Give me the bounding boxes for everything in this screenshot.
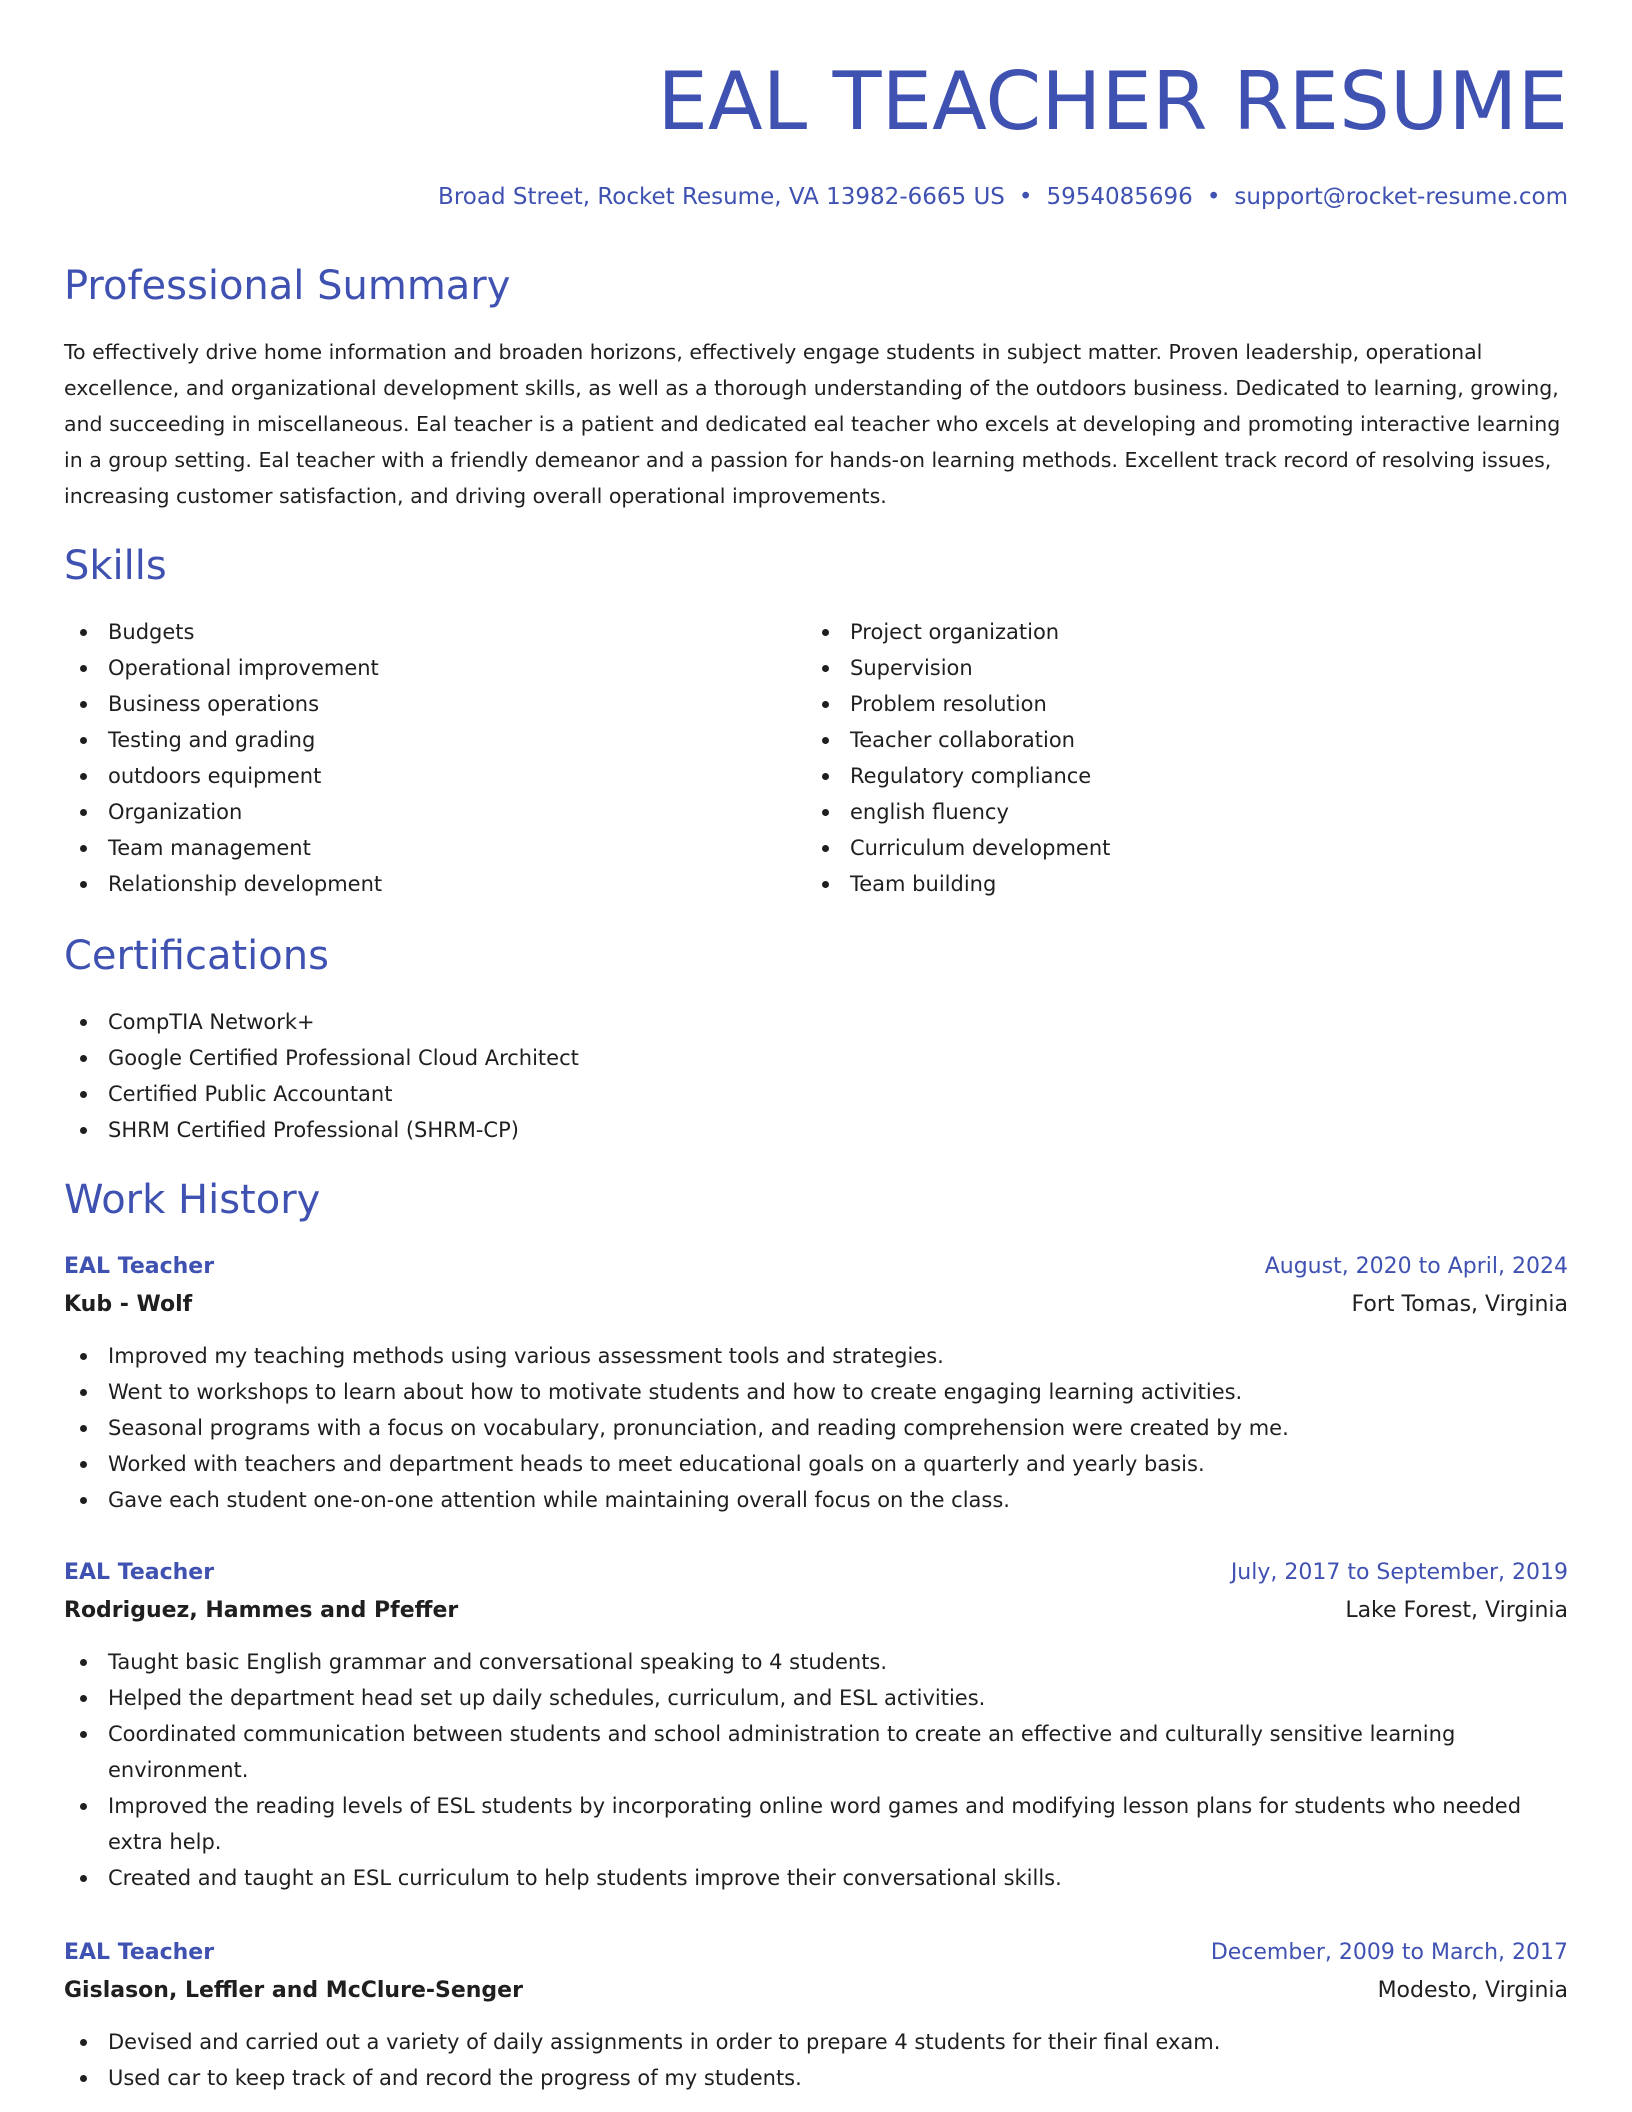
job-bullet: Taught basic English grammar and conversational speaking to 4 students. (64, 1644, 1568, 1680)
job-entry (64, 1934, 1568, 2096)
skill-item: Testing and grading (64, 722, 764, 758)
skill-item: Budgets (64, 614, 764, 650)
job-title: EAL Teacher (64, 1560, 215, 1585)
job-bullets (64, 2024, 1568, 2096)
job-company-row (64, 1592, 1568, 1630)
job-bullet: Seasonal programs with a focus on vocabulary, pronunciation, and reading comprehension were created by me. (64, 1410, 1568, 1446)
contact-phone: 5954085696 (1046, 184, 1193, 210)
job-bullets (64, 1644, 1568, 1896)
job-dates: August, 2020 to April, 2024 (1264, 1254, 1568, 1279)
job-bullet: Gave each student one-on-one attention while maintaining overall focus on the class. (64, 1482, 1568, 1518)
job-bullet: Improved the reading levels of ESL students by incorporating online word games and modifying lesson plans for students who needed extra help. (64, 1788, 1568, 1860)
section-title-certifications: Certifications (64, 933, 329, 979)
job-bullet: Helped the department head set up daily schedules, curriculum, and ESL activities. (64, 1680, 1568, 1716)
job-bullet: Coordinated communication between students and school administration to create an effective and culturally sensitive learning environment. (64, 1716, 1568, 1788)
contact-line (438, 180, 1568, 214)
job-location: Modesto, Virginia (1377, 1978, 1568, 2003)
certifications-list (64, 1004, 1568, 1148)
job-dates: July, 2017 to September, 2019 (1230, 1560, 1568, 1585)
job-title-row (64, 1554, 1568, 1592)
job-entry (64, 1554, 1568, 1896)
resume-name: EAL TEACHER RESUME (657, 55, 1568, 148)
contact-separator: • (1018, 184, 1033, 210)
skill-item: Organization (64, 794, 764, 830)
skill-item: outdoors equipment (64, 758, 764, 794)
contact-email[interactable]: support@rocket-resume.com (1234, 184, 1568, 210)
job-company: Kub - Wolf (64, 1292, 193, 1317)
job-location: Fort Tomas, Virginia (1351, 1292, 1568, 1317)
section-title-summary: Professional Summary (64, 263, 511, 309)
job-company-row (64, 1972, 1568, 2010)
skill-item: Regulatory compliance (806, 758, 1506, 794)
job-title: EAL Teacher (64, 1940, 215, 1965)
section-title-work-history: Work History (64, 1177, 321, 1223)
job-bullets (64, 1338, 1568, 1518)
job-bullet: Used car to keep track of and record the progress of my students. (64, 2060, 1568, 2096)
skill-item: Curriculum development (806, 830, 1506, 866)
skill-item: Relationship development (64, 866, 764, 902)
skill-item: Team management (64, 830, 764, 866)
certification-item: Google Certified Professional Cloud Architect (64, 1040, 1568, 1076)
job-location: Lake Forest, Virginia (1345, 1598, 1568, 1623)
skill-item: Operational improvement (64, 650, 764, 686)
job-company: Rodriguez, Hammes and Pfeffer (64, 1598, 459, 1623)
skill-item: Project organization (806, 614, 1506, 650)
contact-address: Broad Street, Rocket Resume, VA 13982-6665 US (438, 184, 1005, 210)
section-title-skills: Skills (64, 543, 167, 589)
job-dates: December, 2009 to March, 2017 (1210, 1940, 1568, 1965)
job-title-row (64, 1248, 1568, 1286)
skill-item: Supervision (806, 650, 1506, 686)
job-bullet: Went to workshops to learn about how to motivate students and how to create engaging learning activities. (64, 1374, 1568, 1410)
skills-list-right (806, 614, 1506, 902)
skill-item: Teacher collaboration (806, 722, 1506, 758)
skill-item: Problem resolution (806, 686, 1506, 722)
certification-item: SHRM Certified Professional (SHRM-CP) (64, 1112, 1568, 1148)
job-entry (64, 1248, 1568, 1518)
job-company: Gislason, Leffler and McClure-Senger (64, 1978, 523, 2003)
contact-separator: • (1206, 184, 1221, 210)
skills-list-left (64, 614, 764, 902)
job-bullet: Improved my teaching methods using various assessment tools and strategies. (64, 1338, 1568, 1374)
job-company-row (64, 1286, 1568, 1324)
job-bullet: Worked with teachers and department heads to meet educational goals on a quarterly and yearly basis. (64, 1446, 1568, 1482)
certification-item: CompTIA Network+ (64, 1004, 1568, 1040)
skill-item: Business operations (64, 686, 764, 722)
summary-text: To effectively drive home information and broaden horizons, effectively engage students in subject matter. Proven leadership, operational excellence, and organizational development skills, as well as a thorough understanding of the outdoors business. Dedicated to learning, growing, and succeeding in miscellaneous. Eal teacher is a patient and dedicated eal teacher who excels at developing and promoting interactive learning in a group setting. Eal teacher with a friendly demeanor and a passion for hands-on learning methods. Excellent track record of resolving issues, increasing customer satisfaction, and driving overall operational improvements. (64, 340, 1561, 508)
certification-item: Certified Public Accountant (64, 1076, 1568, 1112)
skill-item: Team building (806, 866, 1506, 902)
job-title: EAL Teacher (64, 1254, 215, 1279)
job-bullet: Created and taught an ESL curriculum to help students improve their conversational skills. (64, 1860, 1568, 1896)
skill-item: english fluency (806, 794, 1506, 830)
job-title-row (64, 1934, 1568, 1972)
job-bullet: Devised and carried out a variety of daily assignments in order to prepare 4 students for their final exam. (64, 2024, 1568, 2060)
